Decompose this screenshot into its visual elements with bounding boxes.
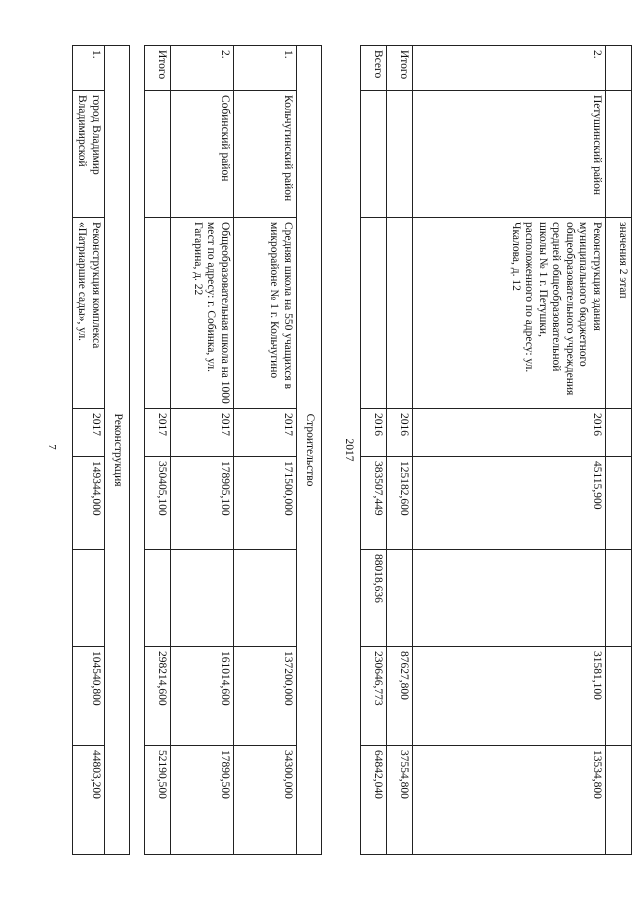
table-row: Итого 2016 125182,600 87627,800 37554,800	[387, 46, 413, 855]
table-top	[72, 45, 632, 855]
table-row: 1. Кольчугинский район Средняя школа на 550 учащихся в микрорайоне № 1 г. Кольчугино 2017 171500,000 137200,000 34300,000	[234, 46, 297, 855]
table-row: 1. город Владимир Владимирской Реконструкция комплекса «Патриаршие сады», ул. 2017 149344,000 104540,800 44803,200	[72, 46, 104, 855]
table-row	[105, 46, 130, 855]
table-row	[336, 46, 361, 855]
table-row: Всего 2016 383507,449 88018,636 230646,773 64842,040	[361, 46, 387, 855]
table-row: Итого 2017 350405,100 298214,600 52190,500	[145, 46, 171, 855]
section-reconstruction: Реконструкция	[105, 46, 130, 855]
rotated-table-container	[76, 45, 632, 854]
table-row: 2. Собинский район Общеобразовательная школа на 1000 мест по адресу: г. Собинка, ул. Гагарина, д. 22 2017 178905,100 161014,600 17890,500	[171, 46, 234, 855]
table-row: 2. Петушинский район Реконструкция здания муниципального бюджетного общеобразовательного учреждения средней общеобразовательной школы № 1 г. Петушки, расположенного по адресу: ул. Чкалова, д. 12 2016 45115,900 31581,100 13534,800	[413, 46, 606, 855]
table-row	[130, 46, 145, 855]
table-row	[322, 46, 337, 855]
year-heading: 2017	[342, 438, 355, 462]
page-number: 7	[46, 444, 58, 450]
table-row	[297, 46, 322, 855]
table-row	[606, 46, 632, 855]
section-construction: Строительство	[297, 46, 322, 855]
stage-note: значения 2 этап	[606, 218, 632, 409]
